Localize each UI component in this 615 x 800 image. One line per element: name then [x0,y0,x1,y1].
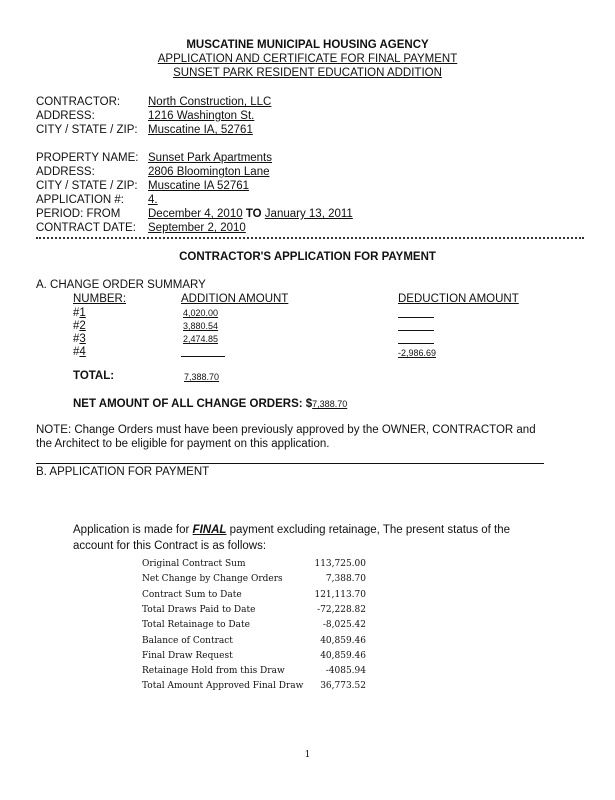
note-line2: the Architect to be eligible for payment on this application. [36,438,330,450]
contractor-csz-value: Muscatine IA, 52761 [148,124,253,136]
change-order-number: 3 [79,333,86,345]
status-value: -8,025.42 [322,620,366,631]
status-label: Total Retainage to Date [142,620,250,631]
application-text-line2: account for this Contract is as follows: [73,540,267,552]
change-order-number: 4 [79,346,86,358]
contractor-address-value: 1216 Washington St. [148,110,255,122]
deduction-blank [398,307,434,318]
status-label: Final Draw Request [142,650,233,661]
contractor-csz-label: CITY / STATE / ZIP: [36,124,138,136]
status-value: -4085.94 [325,666,366,677]
deduction-blank [398,333,434,344]
text-pre: Application is made for [73,524,193,536]
period-to: January 13, 2011 [264,208,353,220]
status-value: 40,859.46 [320,635,366,646]
period-from: December 4, 2010 [148,208,243,220]
net-label: NET AMOUNT OF ALL CHANGE ORDERS: $ [73,398,313,410]
col-number: NUMBER: [73,293,127,305]
page-number: 1 [304,750,311,760]
status-label: Retainage Hold from this Draw [142,666,285,677]
change-order-row: #2 [73,320,86,332]
status-value: 121,113.70 [314,589,366,600]
property-csz-value: Muscatine IA 52761 [148,180,250,192]
net-value: 7,388.70 [312,399,348,409]
document-title: APPLICATION AND CERTIFICATE FOR FINAL PAYMENT [157,53,458,65]
contract-date-label: CONTRACT DATE: [36,222,136,234]
status-value: 40,859.46 [320,650,366,661]
project-name: SUNSET PARK RESIDENT EDUCATION ADDITION [173,67,442,79]
deduction-blank [398,320,434,331]
agency-name: MUSCATINE MUNICIPAL HOUSING AGENCY [186,39,429,51]
final-emphasis: FINAL [192,524,227,536]
status-label: Contract Sum to Date [142,589,242,600]
property-address-label: ADDRESS: [36,166,95,178]
col-deduction: DEDUCTION AMOUNT [398,293,519,305]
property-name-label: PROPERTY NAME: [36,152,139,164]
change-order-row: #4 [73,346,86,358]
period-to-label: TO [245,208,262,220]
note-line1: NOTE: Change Orders must have been previously approved by the OWNER, CONTRACTOR and [36,424,536,436]
period-label: PERIOD: FROM [36,208,121,220]
addition-amount: 4,020.00 [183,308,219,318]
change-order-row: #1 [73,307,86,319]
change-order-heading: A. CHANGE ORDER SUMMARY [36,279,206,291]
addition-amount: 2,474.85 [183,334,219,344]
status-label: Total Amount Approved Final Draw [142,681,304,692]
change-order-number: 1 [79,307,86,319]
status-label: Original Contract Sum [142,559,246,569]
application-number-value: 4. [148,194,158,206]
property-address-value: 2806 Bloomington Lane [148,166,270,178]
change-order-number: 2 [79,320,86,332]
text-post: payment excluding retainage, The present status of the [226,524,511,536]
deduction-amount: -2,986.69 [398,348,437,358]
status-label: Total Draws Paid to Date [142,604,256,615]
status-label: Net Change by Change Orders [142,574,283,585]
addition-blank [181,346,225,357]
net-amount [73,398,347,410]
contractor-label: CONTRACTOR: [36,96,121,108]
status-value: 36,773.52 [320,681,366,692]
divider [36,237,584,239]
contractor-address-label: ADDRESS: [36,110,95,122]
contractor-value: North Construction, LLC [148,96,272,108]
status-label: Balance of Contract [142,635,233,646]
application-number-label: APPLICATION #: [36,194,124,206]
application-text [73,524,510,536]
total-value: 7,388.70 [184,372,220,382]
col-addition: ADDITION AMOUNT [181,293,289,305]
total-label: TOTAL: [73,370,115,382]
change-order-row: #3 [73,333,86,345]
property-csz-label: CITY / STATE / ZIP: [36,180,138,192]
period-range [148,208,353,220]
section-heading: CONTRACTOR'S APPLICATION FOR PAYMENT [179,251,436,263]
status-value: -72,228.82 [317,604,366,615]
divider [36,463,544,464]
status-value: 113,725.00 [314,559,366,569]
addition-amount: 3,880.54 [183,321,219,331]
application-heading: B. APPLICATION FOR PAYMENT [36,466,210,478]
property-name-value: Sunset Park Apartments [148,152,273,164]
status-value: 7,388.70 [325,574,366,585]
contract-date-value: September 2, 2010 [148,222,246,234]
